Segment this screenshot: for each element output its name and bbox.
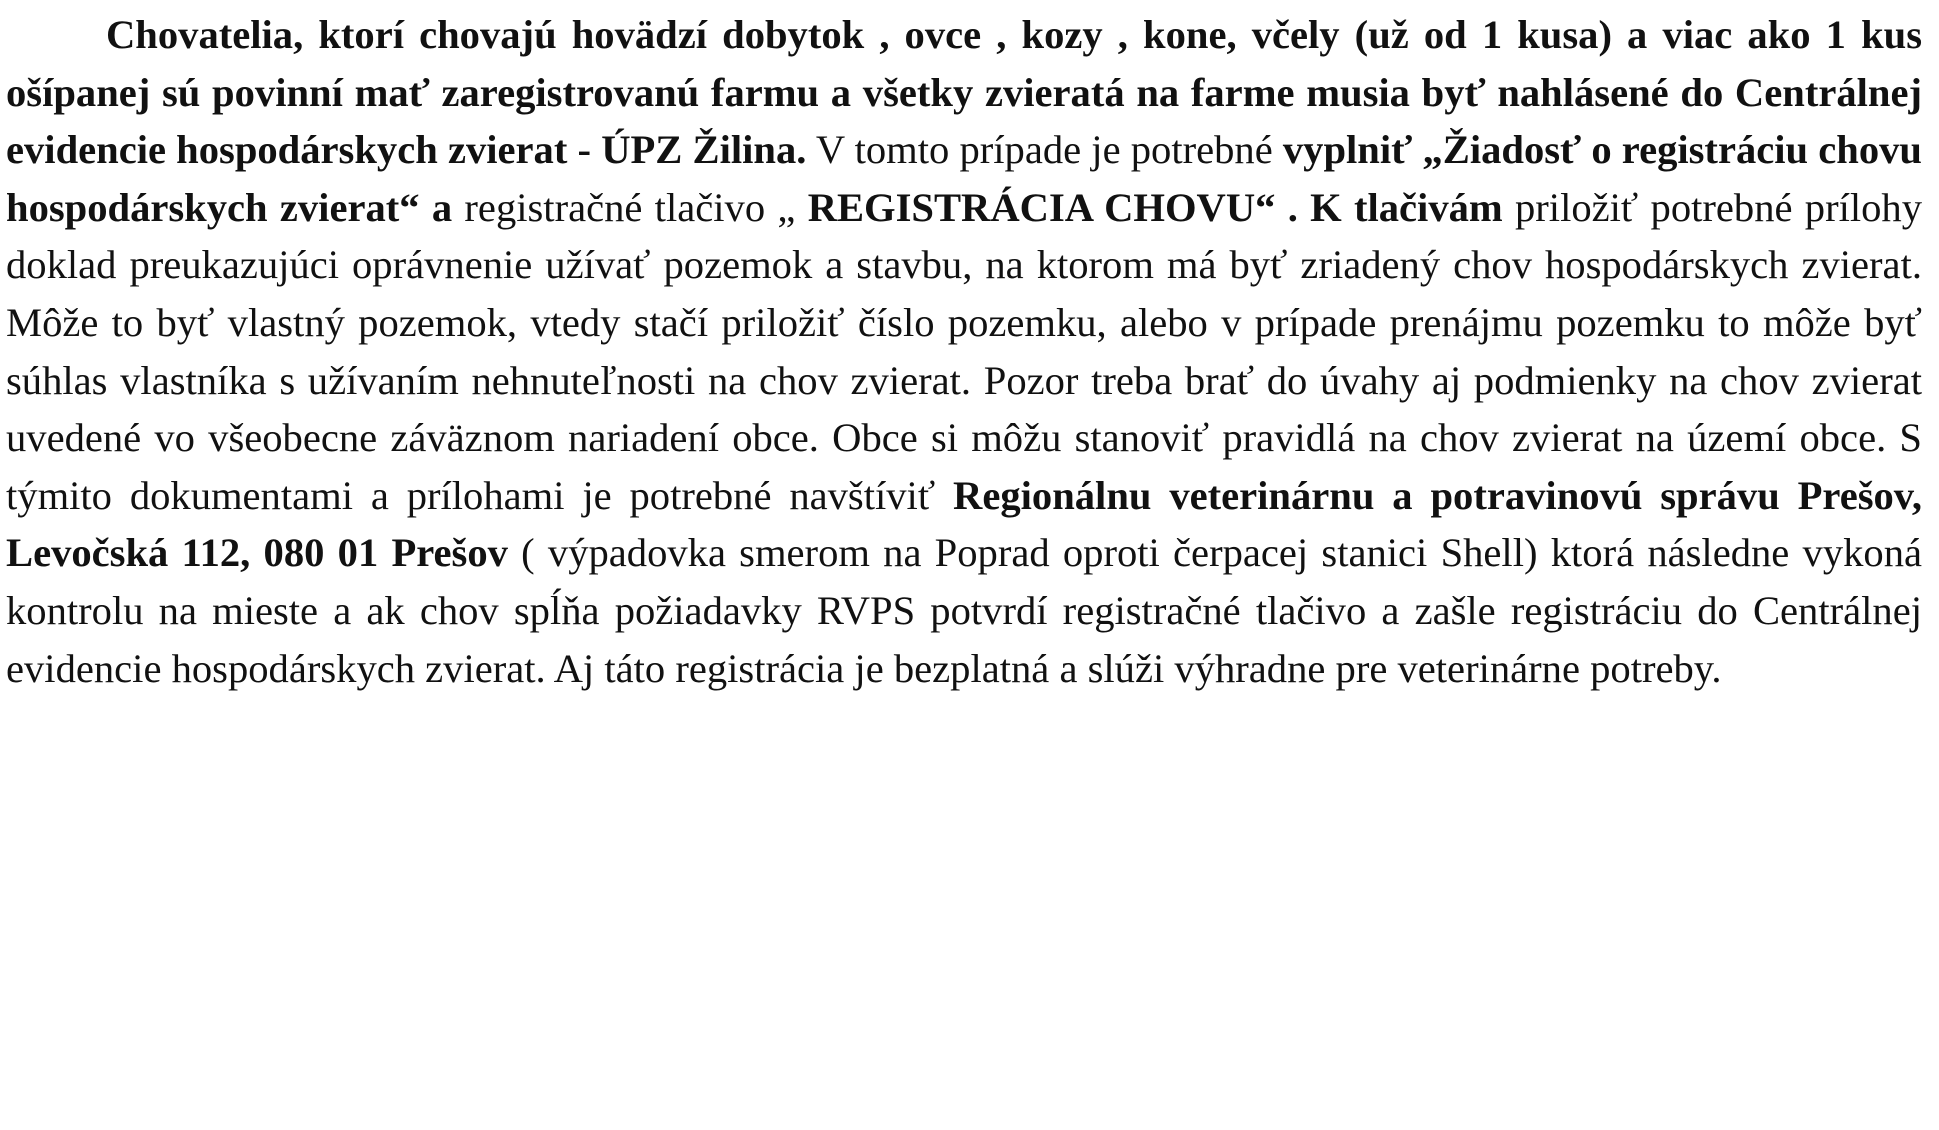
text-run-rvps-address: Regionálnu veterinárnu a potravinovú správu Prešov, Levočská 112, 080 01 Prešov xyxy=(6,472,1922,576)
text-run: priložiť potrebné prílohy doklad preukazujúci oprávnenie užívať pozemok a stavbu, na ktorom má byť zriadený chov hospodárskych zvierat. Môže to byť vlastný pozemok, vtedy stačí priložiť číslo pozemku, alebo v prípade prenájmu pozemku to môže byť súhlas vlastníka s užívaním nehnuteľnosti na chov zvierat. Pozor treba brať do úvahy aj podmienky na chov zvierat uvedené vo všeobecne záväznom nariadení obce. Obce si môžu stanoviť pravidlá na chov zvierat na území obce. S týmito dokumentami a prílohami je potrebné navštíviť xyxy=(6,184,1923,518)
text-run-application-form: vyplniť „Žiadosť o registráciu chovu hospodárskych zvierat“ a xyxy=(6,127,1922,230)
body-paragraph xyxy=(6,6,1922,697)
text-run-registration-requirement: Chovatelia, ktorí chovajú hovädzí dobytok , ovce , kozy , kone, včely (už od 1 kusa) a viac ako 1 kus ošípanej sú povinní mať zaregistrovanú farmu a všetky zvieratá na farme musia byť nahlásené do Centrálnej evidencie hospodárskych zvierat - ÚPZ Žilina. xyxy=(6,12,1922,173)
text-run: V tomto prípade je potrebné xyxy=(806,127,1283,173)
text-run: registračné tlačivo „ xyxy=(452,184,808,230)
text-run: ( výpadovka smerom na Poprad oproti čerpacej stanici Shell) ktorá následne vykoná kontrolu na mieste a ak chov spĺňa požiadavky RVPS potvrdí registračné tlačivo a zašle registráciu do Centrálnej evidencie hospodárskych zvierat. Aj táto registrácia je bezplatná a slúži výhradne pre veterinárne potreby. xyxy=(6,530,1922,691)
text-run-registration-form: REGISTRÁCIA CHOVU“ . K tlačivám xyxy=(807,184,1503,230)
